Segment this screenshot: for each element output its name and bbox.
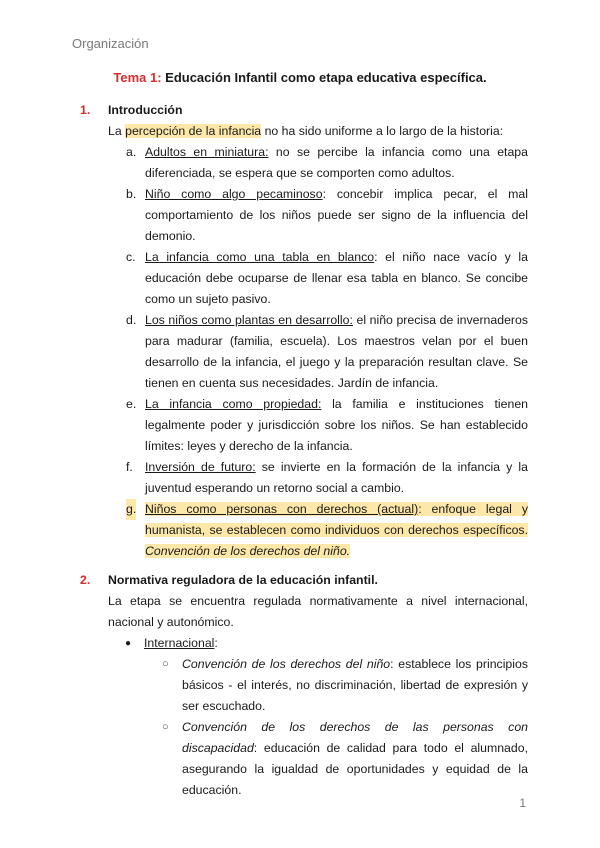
list-item-a [126, 142, 528, 184]
item-term: Los niños como plantas en desarrollo: [145, 313, 353, 327]
item-text: la familia e instituciones tienen legalmente poder y jurisdicción sobre los niños. Se han establecido límites: leyes y derecho de la infancia. [145, 397, 528, 453]
list-item-f [126, 457, 528, 499]
list-item-c [126, 247, 528, 310]
item-text: : el niño nace vacío y la educación debe ocuparse de llenar esa tabla en blanco. Se concibe como un sujeto pasivo. [145, 250, 528, 306]
title-prefix: Tema 1: [113, 70, 162, 85]
section-2-heading [80, 570, 378, 591]
document-title [0, 70, 600, 85]
sub-item-italic: Convención de los derechos del niño [182, 657, 391, 671]
section-2-number: 2. [80, 573, 91, 587]
list-item-b [126, 184, 528, 247]
item-term: Niños como personas con derechos (actual) [145, 502, 419, 516]
list-marker: g. [126, 499, 136, 520]
intro-text-after: no ha sido uniforme a lo largo de la historia: [261, 124, 504, 138]
section-1-intro [108, 121, 528, 142]
list-marker: b. [126, 187, 137, 201]
item-text: : concebir implica pecar, el mal comportamiento de los niños puede ser signo de la influencia del demonio. [145, 187, 528, 243]
intro-highlight: percepción de la infancia [125, 124, 262, 138]
title-text: Educación Infantil como etapa educativa específica. [161, 70, 487, 85]
page-number: 1 [519, 796, 526, 810]
item-term: Inversión de futuro: [145, 460, 256, 474]
sub-item-1 [162, 654, 528, 717]
sub-item-italic: Convención de los derechos de las personas con discapacidad [182, 720, 528, 755]
item-text: no se percibe la infancia como una etapa diferenciada, se espera que se comporten como adultos. [145, 145, 528, 180]
intro-text-before: La [108, 124, 126, 138]
list-marker: a. [126, 145, 137, 159]
section-2-intro: La etapa se encuentra regulada normativamente a nivel internacional, nacional y autonómico. [108, 594, 528, 629]
bullet-marker: ● [125, 638, 132, 649]
item-text: el niño precisa de invernaderos para madurar (familia, escuela). Los maestros velan por el buen desarrollo de la infancia, el juego y la preparación resultan clave. Se tienen en cuenta sus necesidades. Jardín de infancia. [145, 313, 528, 390]
bullet-suffix: : [214, 636, 218, 650]
list-marker: d. [126, 313, 137, 327]
sub-item-text: : educación de calidad para todo el alumnado, asegurando la igualdad de oportunidades y equidad de la educación. [182, 741, 528, 797]
item-term: La infancia como una tabla en blanco [145, 250, 375, 264]
sub-marker: ○ [162, 721, 169, 733]
section-1-heading [80, 100, 182, 121]
item-text: se invierte en la formación de la infancia y la juventud esperando un retorno social a cambio. [145, 460, 528, 495]
list-item-d [126, 310, 528, 394]
list-marker: c. [126, 250, 136, 264]
item-italic-text: Convención de los derechos del niño. [145, 544, 351, 558]
section-1-title: Introducción [108, 103, 183, 117]
list-marker: e. [126, 397, 137, 411]
item-term: La infancia como propiedad: [145, 397, 322, 411]
item-term: Niño como algo pecaminoso [145, 187, 323, 201]
section-1-number: 1. [80, 103, 91, 117]
sub-item-text: : establece los principios básicos - el interés, no discriminación, libertad de expresión y ser escuchado. [182, 657, 528, 713]
section-2-title: Normativa reguladora de la educación infantil. [108, 573, 378, 587]
bullet-label: Internacional [144, 636, 215, 650]
item-term: Adultos en miniatura: [145, 145, 269, 159]
list-marker: f. [126, 460, 133, 474]
sub-marker: ○ [162, 658, 169, 670]
sub-item-2 [162, 717, 528, 801]
list-item-g [126, 499, 528, 562]
page-header: Organización [72, 36, 149, 51]
list-item-e [126, 394, 528, 457]
bullet-international [125, 633, 525, 654]
item-text: : enfoque legal y humanista, se establecen como individuos con derechos específicos. [145, 502, 528, 537]
